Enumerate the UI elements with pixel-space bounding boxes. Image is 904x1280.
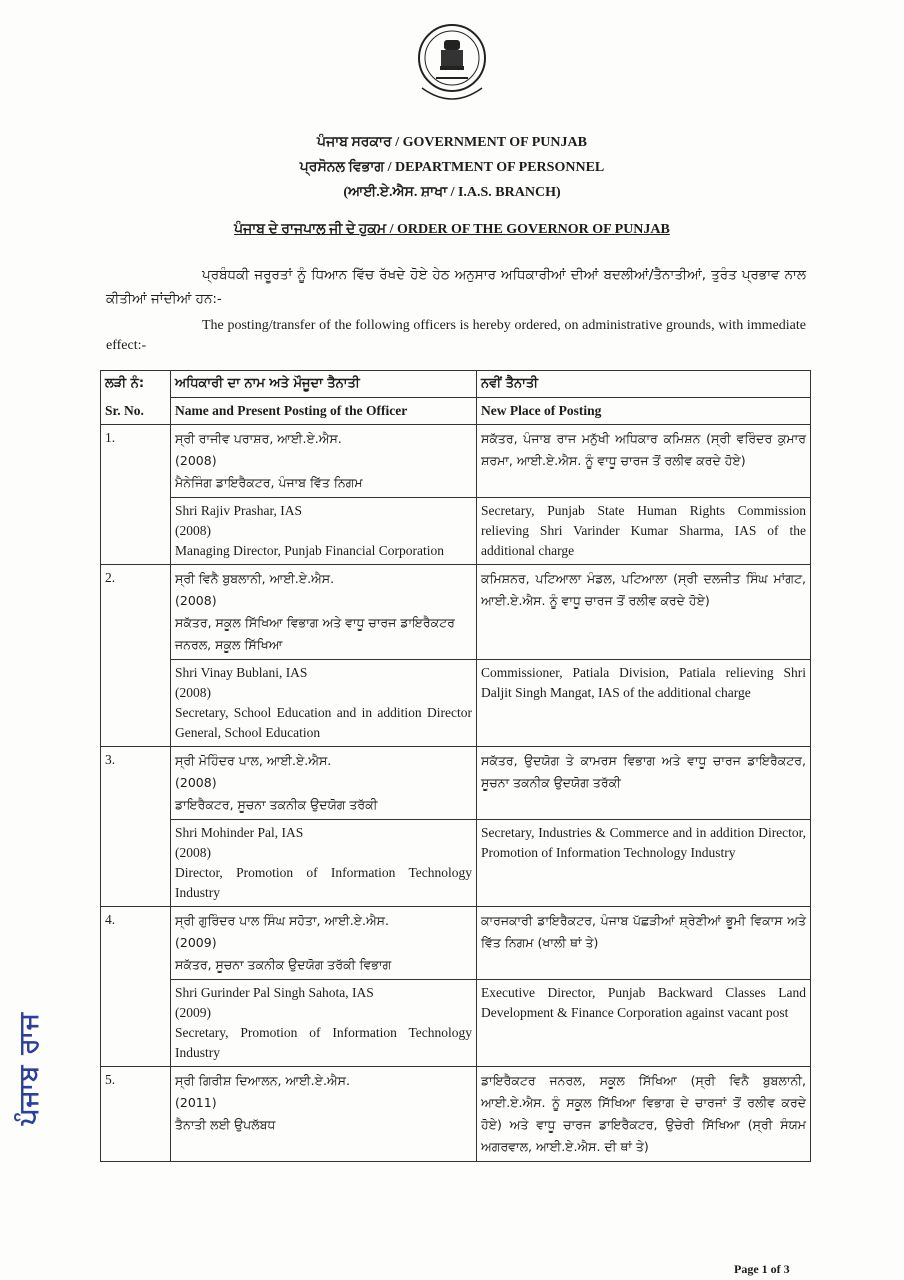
present-post-pa: ਤੈਨਾਤੀ ਲਈ ਉਪਲੱਬਧ [175,1117,276,1132]
intro-english: The posting/transfer of the following officers is hereby ordered, on administrative grounds, with immediate effect:- [106,318,806,353]
officer-name-en: Shri Mohinder Pal, IAS [175,825,304,840]
present-posting-en [171,660,477,747]
new-posting-pa: ਡਾਇਰੈਕਟਰ ਜਨਰਲ, ਸਕੂਲ ਸਿੱਖਿਆ (ਸ੍ਰੀ ਵਿਨੈ ਬੁਬਲਾਨੀ, ਆਈ.ਏ.ਐਸ. ਨੂੰ ਸਕੂਲ ਸਿੱਖਿਆ ਵਿਭਾਗ ਦੇ ਚਾਰਜਾਂ ਤੋਂ ਰਲੀਵ ਕਰਦੇ ਹੋਏ) ਅਤੇ ਵਾਧੂ ਚਾਰਜ ਡਾਇਰੈਕਟਰ, ਉਚੇਰੀ ਸਿੱਖਿਆ (ਸ੍ਰੀ ਸੰਯਮ ਅਗਰਵਾਲ, ਆਈ.ਏ.ਐਸ. ਦੀ ਥਾਂ ਤੇ) [477,1067,811,1162]
row-sr: 3. [101,747,171,907]
present-posting-pa [171,747,477,820]
present-posting-pa [171,565,477,660]
order-title: ਪੰਜਾਬ ਦੇ ਰਾਜਪਾਲ ਜੀ ਦੇ ਹੁਕਮ / ORDER OF THE GOVERNOR OF PUNJAB [234,222,670,237]
new-posting-pa: ਕਾਰਜਕਾਰੀ ਡਾਇਰੈਕਟਰ, ਪੰਜਾਬ ਪੱਛੜੀਆਂ ਸ਼੍ਰੇਣੀਆਂ ਭੂਮੀ ਵਿਕਾਸ ਅਤੇ ਵਿੱਤ ਨਿਗਮ (ਖਾਲੀ ਥਾਂ ਤੇ) [477,907,811,980]
batch-year: (2008) [175,845,211,860]
table-row [101,907,811,980]
new-posting-en: Executive Director, Punjab Backward Classes Land Development & Finance Corporation against vacant post [477,980,811,1067]
new-posting-en: Secretary, Punjab State Human Rights Commission relieving Shri Varinder Kumar Sharma, IAS of the additional charge [477,498,811,565]
present-post-en: Director, Promotion of Information Technology Industry [175,865,472,900]
row-sr: 2. [101,565,171,747]
header-name-pa: ਅਧਿਕਾਰੀ ਦਾ ਨਾਮ ਅਤੇ ਮੌਜੂਦਾ ਤੈਨਾਤੀ [171,371,477,398]
header-row-english [101,398,811,425]
table-row [101,498,811,565]
batch-year: (2011) [175,1095,217,1110]
new-posting-en: Commissioner, Patiala Division, Patiala relieving Shri Daljit Singh Mangat, IAS of the additional charge [477,660,811,747]
batch-year: (2008) [175,593,217,608]
present-posting-en [171,498,477,565]
officer-name-pa: ਸ੍ਰੀ ਰਾਜੀਵ ਪਰਾਸ਼ਰ, ਆਈ.ਏ.ਐਸ. [175,431,342,446]
new-posting-pa: ਕਮਿਸ਼ਨਰ, ਪਟਿਆਲਾ ਮੰਡਲ, ਪਟਿਆਲਾ (ਸ੍ਰੀ ਦਲਜੀਤ ਸਿੰਘ ਮਾਂਗਟ, ਆਈ.ਏ.ਐਸ. ਨੂੰ ਵਾਧੂ ਚਾਰਜ ਤੋਂ ਰਲੀਵ ਕਰਦੇ ਹੋਏ) [477,565,811,660]
header-new-en: New Place of Posting [477,398,811,425]
page-number: Page 1 of 3 [734,1262,790,1276]
present-post-en: Secretary, Promotion of Information Technology Industry [175,1025,472,1060]
table-row [101,1067,811,1162]
present-posting-pa [171,1067,477,1162]
present-post-en: Secretary, School Education and in addition Director General, School Education [175,705,472,740]
officer-name-pa: ਸ੍ਰੀ ਵਿਨੈ ਬੁਬਲਾਨੀ, ਆਈ.ਏ.ਐਸ. [175,571,335,586]
table-row [101,425,811,498]
batch-year: (2008) [175,685,211,700]
present-posting-en [171,820,477,907]
batch-year: (2008) [175,775,217,790]
batch-year: (2008) [175,453,217,468]
row-sr: 5. [101,1067,171,1162]
present-post-pa: ਸਕੱਤਰ, ਸੂਚਨਾ ਤਕਨੀਕ ਉਦਯੋਗ ਤਰੱਕੀ ਵਿਭਾਗ [175,957,392,972]
new-posting-pa: ਸਕੱਤਰ, ਪੰਜਾਬ ਰਾਜ ਮਨੁੱਖੀ ਅਧਿਕਾਰ ਕਮਿਸ਼ਨ (ਸ੍ਰੀ ਵਰਿੰਦਰ ਕੁਮਾਰ ਸ਼ਰਮਾ, ਆਈ.ਏ.ਐਸ. ਨੂੰ ਵਾਧੂ ਚਾਰਜ ਤੋਂ ਰਲੀਵ ਕਰਦੇ ਹੋਏ) [477,425,811,498]
officer-name-en: Shri Gurinder Pal Singh Sahota, IAS [175,985,374,1000]
new-posting-pa: ਸਕੱਤਰ, ਉਦਯੋਗ ਤੇ ਕਾਮਰਸ ਵਿਭਾਗ ਅਤੇ ਵਾਧੂ ਚਾਰਜ ਡਾਇਰੈਕਟਰ, ਸੂਚਨਾ ਤਕਨੀਕ ਉਦਯੋਗ ਤਰੱਕੀ [477,747,811,820]
header-new-pa: ਨਵੀਂ ਤੈਨਾਤੀ [477,371,811,398]
present-posting-en [171,980,477,1067]
officer-name-pa: ਸ੍ਰੀ ਗਿਰੀਸ਼ ਦਿਆਲਨ, ਆਈ.ਏ.ਐਸ. [175,1073,350,1088]
present-post-pa: ਸਕੱਤਰ, ਸਕੂਲ ਸਿੱਖਿਆ ਵਿਭਾਗ ਅਤੇ ਵਾਧੂ ਚਾਰਜ ਡਾਇਰੈਕਟਰ ਜਨਰਲ, ਸਕੂਲ ਸਿੱਖਿਆ [175,615,455,652]
officer-name-en: Shri Rajiv Prashar, IAS [175,503,302,518]
table-row [101,565,811,660]
officer-name-en: Shri Vinay Bublani, IAS [175,665,308,680]
table-row [101,820,811,907]
header-branch: (ਆਈ.ਏ.ਐਸ. ਸ਼ਾਖਾ / I.A.S. BRANCH) [343,185,561,200]
present-post-en: Managing Director, Punjab Financial Corporation [175,543,445,558]
header-government: ਪੰਜਾਬ ਸਰਕਾਰ / GOVERNMENT OF PUNJAB [317,135,587,150]
present-posting-pa [171,425,477,498]
header-sr-en: Sr. No. [101,398,171,425]
header-name-en: Name and Present Posting of the Officer [171,398,477,425]
state-emblem [416,18,488,106]
officer-name-pa: ਸ੍ਰੀ ਮੋਹਿੰਦਰ ਪਾਲ, ਆਈ.ਏ.ਐਸ. [175,753,332,768]
header-sr-pa: ਲੜੀ ਨੰ: [101,371,171,398]
new-posting-en: Secretary, Industries & Commerce and in addition Director, Promotion of Information Technology Industry [477,820,811,907]
present-post-pa: ਡਾਇਰੈਕਟਰ, ਸੂਚਨਾ ਤਕਨੀਕ ਉਦਯੋਗ ਤਰੱਕੀ [175,797,378,812]
batch-year: (2009) [175,935,217,950]
officer-name-pa: ਸ੍ਰੀ ਗੁਰਿੰਦਰ ਪਾਲ ਸਿੰਘ ਸਹੋਤਾ, ਆਈ.ਏ.ਐਸ. [175,913,389,928]
table-row [101,980,811,1067]
table-row [101,660,811,747]
intro-punjabi: ਪ੍ਰਬੰਧਕੀ ਜਰੂਰਤਾਂ ਨੂੰ ਧਿਆਨ ਵਿੱਚ ਰੱਖਦੇ ਹੋਏ ਹੇਠ ਅਨੁਸਾਰ ਅਧਿਕਾਰੀਆਂ ਦੀਆਂ ਬਦਲੀਆਂ/ਤੈਨਾਤੀਆਂ, ਤੁਰੰਤ ਪ੍ਰਭਾਵ ਨਾਲ ਕੀਤੀਆਂ ਜਾਂਦੀਆਂ ਹਨ:- [106,267,806,307]
table-row [101,747,811,820]
header-row-punjabi [101,371,811,398]
present-post-pa: ਮੈਨੇਜਿੰਗ ਡਾਇਰੈਕਟਰ, ਪੰਜਾਬ ਵਿੱਤ ਨਿਗਮ [175,475,363,490]
batch-year: (2008) [175,523,211,538]
row-sr: 4. [101,907,171,1067]
batch-year: (2009) [175,1005,211,1020]
row-sr: 1. [101,425,171,565]
header-department: ਪ੍ਰਸੋਨਲ ਵਿਭਾਗ / DEPARTMENT OF PERSONNEL [299,160,605,175]
present-posting-pa [171,907,477,980]
handwritten-note: ਪੰਜਾਬ ਰਾਜ [14,1012,44,1125]
postings-table [100,370,811,1162]
